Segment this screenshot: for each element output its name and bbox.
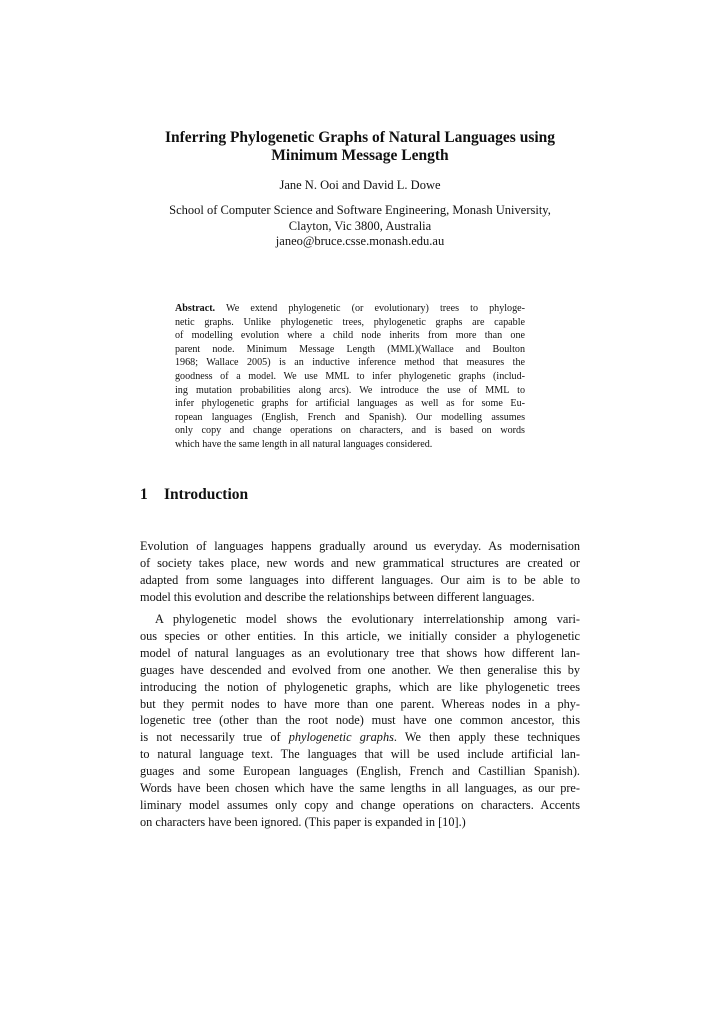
abstract (175, 302, 525, 452)
affiliation-line: School of Computer Science and Software Engineering, Monash University, (169, 203, 551, 217)
paragraph-line: of society takes place, new words and new grammatical structures are created or (140, 555, 580, 570)
paragraph (140, 538, 580, 606)
title-line: Inferring Phylogenetic Graphs of Natural Languages using (164, 129, 556, 146)
paragraph-line: guages and some European languages (English, French and Castillian Spanish). (140, 764, 580, 779)
paragraph-line: introducing the notion of phylogenetic graphs, which are like phylogenetic trees (140, 679, 580, 694)
paragraph-line: Evolution of languages happens gradually around us everyday. As modernisation (140, 539, 580, 553)
title-line: Minimum Message Length (271, 147, 449, 164)
paragraph-line: Words have been chosen which have the same lengths in all languages, as our pre- (140, 781, 580, 796)
affiliation-line: Clayton, Vic 3800, Australia (288, 218, 432, 233)
paragraph-line: A phylogenetic model shows the evolutionary interrelationship among vari- (155, 612, 580, 626)
abstract-text: We extend phylogenetic (or evolutionary) trees to phyloge- (215, 303, 525, 314)
abstract-line (175, 302, 525, 316)
section-number: 1 (140, 486, 148, 503)
paragraph-line: but they permit nodes to have more than one parent. Whereas nodes in a phy- (140, 696, 580, 711)
section-title: Introduction (164, 486, 249, 503)
paragraph-line (140, 729, 580, 746)
paragraph-line: model this evolution and describe the relationships between different languages. (140, 589, 535, 604)
paragraph-line: model of natural languages as an evolutionary tree that shows how different lan- (140, 645, 580, 660)
abstract-line: 1968; Wallace 2005) is an inductive inference method that measures the (175, 357, 525, 369)
paragraph-line: adapted from some languages into different languages. Our aim is to be able to (140, 572, 580, 587)
paragraph-line: logenetic tree (other than the root node) must have one common ancestor, this (140, 713, 580, 728)
affiliation (90, 203, 630, 250)
abstract-label: Abstract. (175, 303, 216, 314)
abstract-line: of modelling evolution where a child node inherits from more than one (175, 330, 525, 342)
abstract-line: netic graphs. Unlike phylogenetic trees, phylogenetic graphs are capable (175, 316, 525, 328)
paragraph-text: is not necessarily true of (140, 730, 289, 745)
abstract-line: ing mutation probabilities along arcs). We introduce the use of MML to (175, 384, 525, 396)
emphasis-text: phylogenetic graphs (288, 730, 394, 745)
paragraph-line: guages have descended and evolved from one another. We then generalise this by (140, 662, 580, 677)
paragraph-line: ous species or other entities. In this article, we initially consider a phylogenetic (140, 628, 580, 643)
abstract-line: goodness of a model. We use MML to infer phylogenetic graphs (includ- (175, 370, 525, 382)
paragraph-line: to natural language text. The languages that will be used include artificial lan- (140, 747, 580, 762)
paragraph-text: . We then apply these techniques (393, 730, 580, 745)
paragraph-line: on characters have been ignored. (This paper is expanded in [10].) (140, 814, 466, 829)
abstract-line: only copy and change operations on characters, and is based on words (175, 425, 525, 437)
author-email: janeo@bruce.csse.monash.edu.au (275, 234, 445, 248)
abstract-line: infer phylogenetic graphs for artificial languages as well as for some Eu- (175, 398, 525, 410)
abstract-line: parent node. Minimum Message Length (MML)(Wallace and Boulton (175, 343, 525, 355)
paper-title (100, 129, 620, 165)
paragraph-line: liminary model assumes only copy and change operations on characters. Accents (140, 797, 580, 812)
paragraph (140, 611, 580, 831)
abstract-line: which have the same length in all natural languages considered. (175, 438, 433, 450)
section-heading (140, 486, 248, 504)
author-names: Jane N. Ooi and David L. Dowe (279, 178, 441, 192)
abstract-line: ropean languages (English, French and Spanish). Our modelling assumes (175, 411, 525, 423)
